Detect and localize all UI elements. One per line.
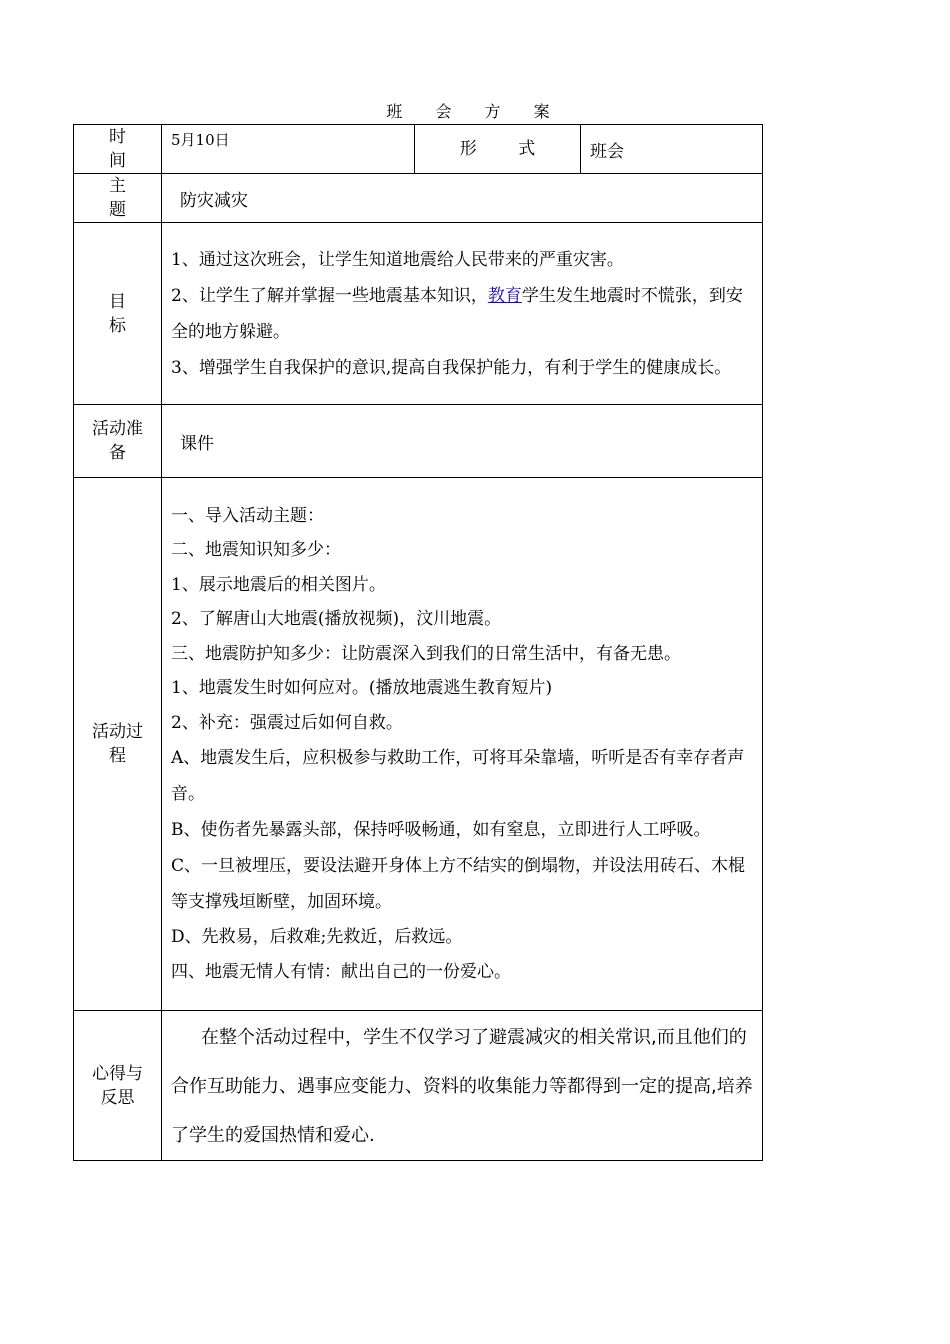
reflection-content — [162, 1011, 763, 1161]
goal-item-2-text-after: 学生发生地震时不慌张，到安全的地方躲避。 — [171, 285, 743, 342]
table-row-time — [74, 125, 763, 174]
prep-value: 课件 — [162, 405, 763, 478]
theme-label: 主 题 — [74, 174, 162, 223]
reflection-label: 心得与反思 — [74, 1011, 162, 1161]
process-line: 1、展示地震后的相关图片。 — [171, 574, 386, 595]
process-line: 四、地震无情人有情：献出自己的一份爱心。 — [171, 961, 511, 982]
education-link[interactable]: 教育 — [487, 285, 522, 306]
form-label: 形 式 — [415, 125, 581, 174]
table-row-reflection — [74, 1011, 763, 1161]
process-line: 一、导入活动主题： — [171, 505, 324, 526]
process-line: 2、了解唐山大地震(播放视频)，汶川地震。 — [171, 609, 502, 630]
goal-item-3: 3、增强学生自我保护的意识,提高自我保护能力，有利于学生的健康成长。 — [171, 357, 732, 378]
theme-value: 防灾减灾 — [162, 174, 763, 223]
goal-content — [162, 223, 763, 405]
prep-label: 活动准备 — [74, 405, 162, 478]
page-title: 班 会 方 案 — [386, 102, 564, 121]
table-row-theme — [74, 174, 763, 223]
process-label: 活动过程 — [74, 478, 162, 1011]
goal-label: 目 标 — [74, 223, 162, 405]
goal-item-2 — [171, 278, 756, 350]
process-line: D、先救易，后救难;先救近，后救远。 — [171, 927, 463, 948]
process-line: 三、地震防护知多少：让防震深入到我们的日常生活中，有备无患。 — [171, 643, 681, 664]
process-line: 1、地震发生时如何应对。(播放地震逃生教育短片) — [171, 678, 553, 699]
reflection-text: 在整个活动过程中，学生不仅学习了避震减灾的相关常识,而且他们的合作互助能力、遇事应变能力、资料的收集能力等都得到一定的提高,培养了学生的爱国热情和爱心. — [171, 1027, 753, 1146]
table-row-goal — [74, 223, 763, 405]
class-meeting-plan-table — [73, 124, 763, 1161]
process-line: B、使伤者先暴露头部，保持呼吸畅通，如有窒息，立即进行人工呼吸。 — [171, 820, 711, 841]
time-value: 5月10日 — [162, 125, 415, 174]
process-line: C、一旦被埋压，要设法避开身体上方不结实的倒塌物，并设法用砖石、木棍等支撑残垣断壁，加固环境。 — [171, 856, 746, 913]
process-line: A、地震发生后，应积极参与救助工作，可将耳朵靠墙，听听是否有幸存者声音。 — [171, 748, 745, 805]
process-content — [162, 478, 763, 1011]
process-line: 2、补充：强震过后如何自救。 — [171, 712, 403, 733]
table-row-prep — [74, 405, 763, 478]
goal-item-1: 1、通过这次班会，让学生知道地震给人民带来的严重灾害。 — [171, 249, 624, 270]
process-line: 二、地震知识知多少： — [171, 540, 341, 561]
form-value: 班会 — [581, 125, 763, 174]
goal-item-2-text-before: 2、让学生了解并掌握一些地震基本知识， — [171, 285, 488, 306]
table-row-process — [74, 478, 763, 1011]
time-label: 时 间 — [74, 125, 162, 174]
